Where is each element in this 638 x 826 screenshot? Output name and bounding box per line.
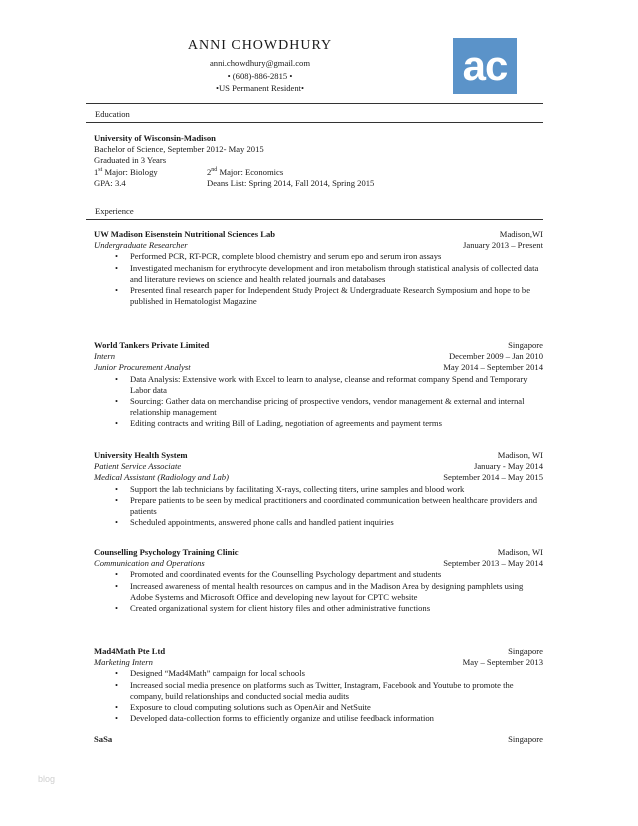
job-org: World Tankers Private Limited	[94, 340, 210, 350]
contact-block	[140, 57, 380, 95]
residency-status: •US Permanent Resident•	[215, 83, 305, 93]
job-dates: January 2013 – Present	[463, 240, 543, 251]
divider-education	[86, 122, 543, 123]
graduated-text: Graduated in 3 Years	[94, 155, 167, 166]
job-counselling-clinic	[94, 547, 543, 614]
deans-list-text: Deans List: Spring 2014, Fall 2014, Spring 2015	[207, 177, 375, 188]
job-title-2: Medical Assistant (Radiology and Lab)	[94, 472, 229, 483]
job-dates: December 2009 – Jan 2010	[448, 351, 543, 362]
bullet-item: • Editing contracts and writing Bill of Lading, negotiation of agreements and payment terms	[94, 418, 543, 429]
major-1: 1st Major: Biology	[94, 166, 158, 177]
job-title-2: Junior Procurement Analyst	[94, 362, 191, 373]
job-uw-lab	[94, 229, 543, 307]
job-org: Counselling Psychology Training Clinic	[94, 547, 239, 557]
bullet-item: • Developed data-collection forms to efficiently organize and utilise feedback information	[94, 713, 543, 724]
job-university-health	[94, 450, 543, 528]
job-bullets	[94, 569, 543, 614]
bullet-item: • Increased social media presence on platforms such as Twitter, Instagram, Facebook and Youtube to promote the company, build relationships and conducted social media audits	[94, 680, 543, 702]
bullet-item: • Performed PCR, RT-PCR, complete blood chemistry and serum epo and serum iron assays	[94, 251, 543, 262]
job-org: Mad4Math Pte Ltd	[94, 646, 166, 656]
job-location: Madison,WI	[499, 229, 543, 239]
job-org: University Health System	[94, 450, 188, 460]
bullet-item: • Created organizational system for client history files and other administrative functions	[94, 603, 543, 614]
job-title: Communication and Operations	[94, 558, 205, 569]
divider-top	[86, 103, 543, 104]
degree-text: Bachelor of Science, September 2012- May 2015	[94, 144, 264, 155]
job-dates-2: September 2014 – May 2015	[443, 472, 543, 483]
job-location: Singapore	[508, 646, 543, 656]
divider-experience	[86, 219, 543, 220]
job-dates: January - May 2014	[474, 461, 543, 472]
job-bullets	[94, 251, 543, 307]
candidate-name: ANNI CHOWDHURY	[187, 38, 333, 53]
bullet-item: • Data Analysis: Extensive work with Excel to learn to analyse, cleanse and reformat company Spend and Temporary Labor data	[94, 374, 543, 396]
bullet-item: • Designed “Mad4Math” campaign for local schools	[94, 668, 543, 679]
job-location: Madison, WI	[497, 547, 543, 557]
job-org: SaSa	[94, 734, 113, 744]
job-bullets	[94, 668, 543, 724]
bullet-item: • Presented final research paper for Independent Study Project & Undergraduate Research Symposium and hope to be published in Hematologist Magazine	[94, 285, 543, 307]
monogram-logo: ac	[453, 38, 517, 94]
bullet-item: • Support the lab technicians by facilitating X-rays, collecting titers, urine samples and blood work	[94, 484, 543, 495]
bullet-item: • Exposure to cloud computing solutions such as OpenAir and NetSuite	[94, 702, 543, 713]
job-sasa	[94, 734, 543, 745]
gpa-text: GPA: 3.4	[94, 177, 126, 188]
phone-text: • (608)-886-2815 •	[227, 70, 293, 81]
job-org: UW Madison Eisenstein Nutritional Sciences Lab	[94, 229, 276, 239]
job-title: Undergraduate Researcher	[94, 240, 188, 251]
school-name: University of Wisconsin-Madison	[94, 133, 216, 143]
bullet-item: • Sourcing: Gather data on merchandise pricing of prospective vendors, vendor management & external and internal relationship management	[94, 396, 543, 418]
job-title: Marketing Intern	[94, 657, 153, 668]
job-mad4math	[94, 646, 543, 724]
job-title: Intern	[94, 351, 116, 362]
email-text: anni.chowdhury@gmail.com	[209, 58, 311, 68]
job-bullets	[94, 374, 543, 430]
job-dates: May – September 2013	[462, 657, 543, 668]
major-2: 2nd Major: Economics	[207, 166, 284, 177]
job-dates-2: May 2014 – September 2014	[443, 362, 543, 373]
education-section	[94, 133, 543, 189]
job-dates: September 2013 – May 2014	[443, 558, 543, 569]
job-location: Singapore	[508, 734, 543, 744]
job-title: Patient Service Associate	[94, 461, 182, 472]
watermark-text: blog	[38, 774, 56, 784]
job-bullets	[94, 484, 543, 529]
job-location: Madison, WI	[497, 450, 543, 460]
education-heading: Education	[95, 109, 130, 119]
bullet-item: • Increased awareness of mental health resources on campus and in the Madison Area by designing pamphlets using Adobe Systems and Microsoft Office and developing new layout for CPTC website	[94, 581, 543, 603]
experience-heading: Experience	[95, 206, 134, 216]
bullet-item: • Promoted and coordinated events for the Counselling Psychology department and students	[94, 569, 543, 580]
job-world-tankers	[94, 340, 543, 430]
bullet-item: • Investigated mechanism for erythrocyte development and iron metabolism through statistical analysis of collected data and literature reviews on science and health related journals and databases	[94, 263, 543, 285]
bullet-item: • Scheduled appointments, answered phone calls and handled patient inquiries	[94, 517, 543, 528]
job-location: Singapore	[508, 340, 543, 350]
bullet-item: • Prepare patients to be seen by medical practitioners and coordinated communication between healthcare providers and patients	[94, 495, 543, 517]
